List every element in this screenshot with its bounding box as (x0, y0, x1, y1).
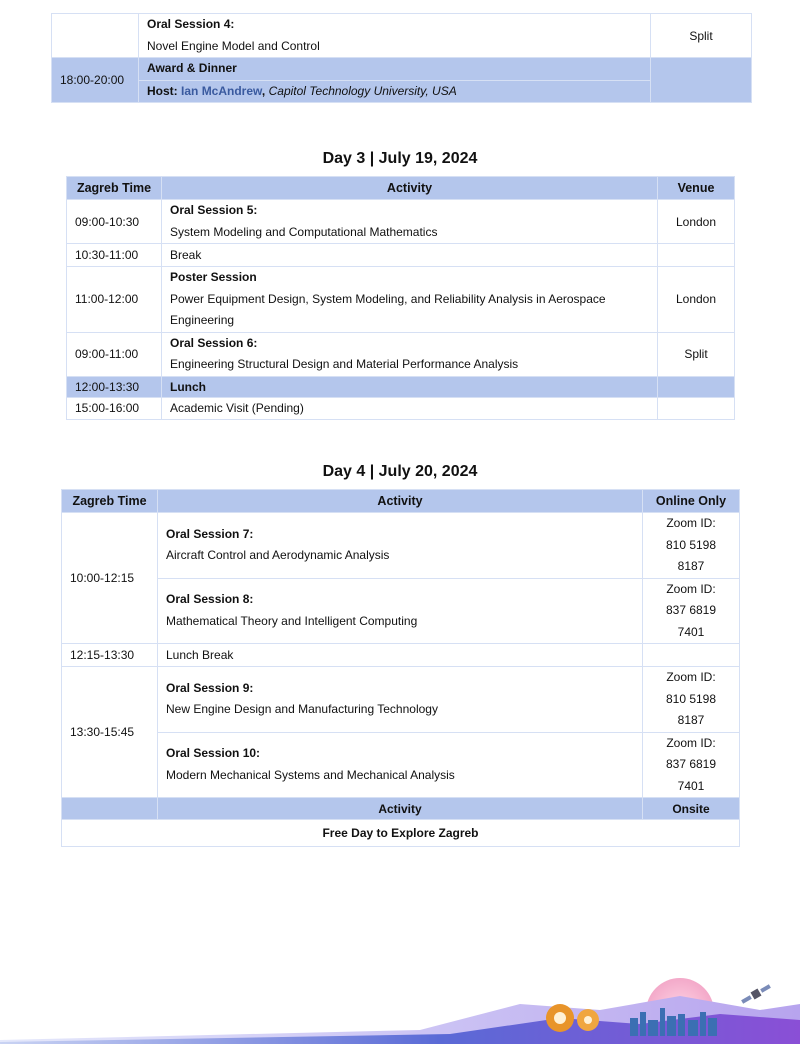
table-row (62, 644, 740, 667)
zoom-label: Zoom ID: (666, 735, 716, 750)
session-subtitle: Engineering Structural Design and Material Performance Analysis (170, 357, 519, 371)
venue-cell (658, 376, 735, 397)
session-title: Oral Session 9: (166, 680, 254, 695)
table-row (62, 667, 740, 733)
zoom-label: Zoom ID: (666, 670, 716, 684)
session-subtitle: Aircraft Control and Aerodynamic Analysis (166, 548, 390, 563)
column-header-venue: Venue (658, 177, 735, 200)
activity-cell (139, 58, 651, 103)
table-row (67, 397, 735, 419)
zoom-cell (643, 667, 740, 733)
table-row (62, 732, 740, 798)
free-day-cell: Free Day to Explore Zagreb (62, 820, 740, 847)
zoom-id: 837 6819 7401 (665, 603, 717, 639)
activity-cell: Lunch Break (158, 644, 643, 667)
zoom-label: Zoom ID: (666, 516, 716, 530)
activity-cell: Lunch (162, 376, 658, 397)
venue-cell: Split (651, 14, 752, 58)
time-cell: 13:30-15:45 (62, 667, 158, 798)
session-subtitle: Modern Mechanical Systems and Mechanical Analysis (166, 767, 455, 782)
day3-schedule-table (66, 176, 735, 420)
session-subtitle: System Modeling and Computational Mathematics (170, 224, 438, 239)
day4-title: Day 4 | July 20, 2024 (322, 463, 478, 480)
column-header-time: Zagreb Time (67, 177, 162, 200)
venue-cell: London (658, 267, 735, 333)
column-header-activity: Activity (162, 177, 658, 200)
host-separator: , (261, 83, 266, 98)
host-prefix: Host: (147, 83, 178, 98)
time-cell: 09:00-10:30 (67, 200, 162, 244)
venue-cell (651, 58, 752, 103)
header-row (62, 490, 740, 513)
session-title: Poster Session (170, 270, 257, 284)
table-row (67, 267, 735, 333)
zoom-id: 810 5198 8187 (665, 537, 717, 573)
header-row (67, 177, 735, 200)
session-title: Award & Dinner (147, 61, 237, 75)
activity-cell (162, 332, 658, 376)
table-row (62, 820, 740, 847)
onsite-header-row (62, 798, 740, 820)
zoom-label: Zoom ID: (666, 581, 716, 596)
table-row (52, 58, 752, 103)
table-row (67, 244, 735, 267)
session-title: Oral Session 5: (170, 203, 258, 217)
time-cell: 10:30-11:00 (67, 244, 162, 267)
session-title: Oral Session 6: (170, 335, 258, 350)
activity-cell (162, 267, 658, 333)
session-title: Oral Session 10: (166, 746, 261, 761)
venue-cell: Split (658, 332, 735, 376)
table-row (62, 578, 740, 644)
host-affiliation: Capitol Technology University, USA (268, 83, 457, 98)
time-cell (52, 14, 139, 58)
time-cell: 18:00-20:00 (52, 58, 139, 103)
time-cell: 10:00-12:15 (62, 513, 158, 644)
day2-schedule-table (51, 13, 752, 103)
activity-cell (158, 667, 643, 733)
time-cell: 11:00-12:00 (67, 267, 162, 333)
time-cell: 09:00-11:00 (67, 332, 162, 376)
column-header-onsite: Onsite (643, 798, 740, 820)
zoom-cell (643, 732, 740, 798)
venue-cell: London (658, 200, 735, 244)
table-row (67, 376, 735, 397)
session-title: Oral Session 7: (166, 526, 254, 541)
table-row (67, 200, 735, 244)
day4-schedule-table (61, 489, 740, 847)
session-title: Oral Session 4: (147, 17, 235, 31)
footer-banner-graphic (0, 974, 800, 1044)
column-header-activity: Activity (158, 798, 643, 820)
zoom-id: 810 5198 8187 (665, 691, 717, 727)
activity-cell (139, 14, 651, 58)
table-row (52, 14, 752, 58)
venue-cell (658, 244, 735, 267)
column-header-online: Online Only (643, 490, 740, 513)
time-cell: 15:00-16:00 (67, 397, 162, 419)
session-subtitle: Mathematical Theory and Intelligent Computing (166, 613, 418, 628)
session-subtitle: New Engine Design and Manufacturing Technology (166, 702, 438, 717)
session-title: Oral Session 8: (166, 592, 254, 607)
time-cell: 12:15-13:30 (62, 644, 158, 667)
empty-header-cell (62, 798, 158, 820)
table-row (67, 332, 735, 376)
activity-cell (158, 732, 643, 798)
time-cell: 12:00-13:30 (67, 376, 162, 397)
session-subtitle: Novel Engine Model and Control (147, 38, 320, 53)
zoom-cell (643, 578, 740, 644)
zoom-cell (643, 513, 740, 579)
venue-cell (658, 397, 735, 419)
session-subtitle: Power Equipment Design, System Modeling, and Reliability Analysis in Aerospace Engineering (170, 291, 606, 327)
zoom-id: 837 6819 7401 (665, 757, 717, 793)
column-header-time: Zagreb Time (62, 490, 158, 513)
activity-cell: Break (162, 244, 658, 267)
activity-cell (162, 200, 658, 244)
day3-title: Day 3 | July 19, 2024 (322, 150, 478, 167)
host-line (139, 80, 650, 103)
table-row (62, 513, 740, 579)
host-name: Ian McAndrew (181, 83, 262, 98)
column-header-activity: Activity (158, 490, 643, 513)
activity-cell: Academic Visit (Pending) (162, 397, 658, 419)
satellite-icon (740, 983, 772, 1006)
activity-cell (158, 578, 643, 644)
zoom-cell (643, 644, 740, 667)
activity-cell (158, 513, 643, 579)
